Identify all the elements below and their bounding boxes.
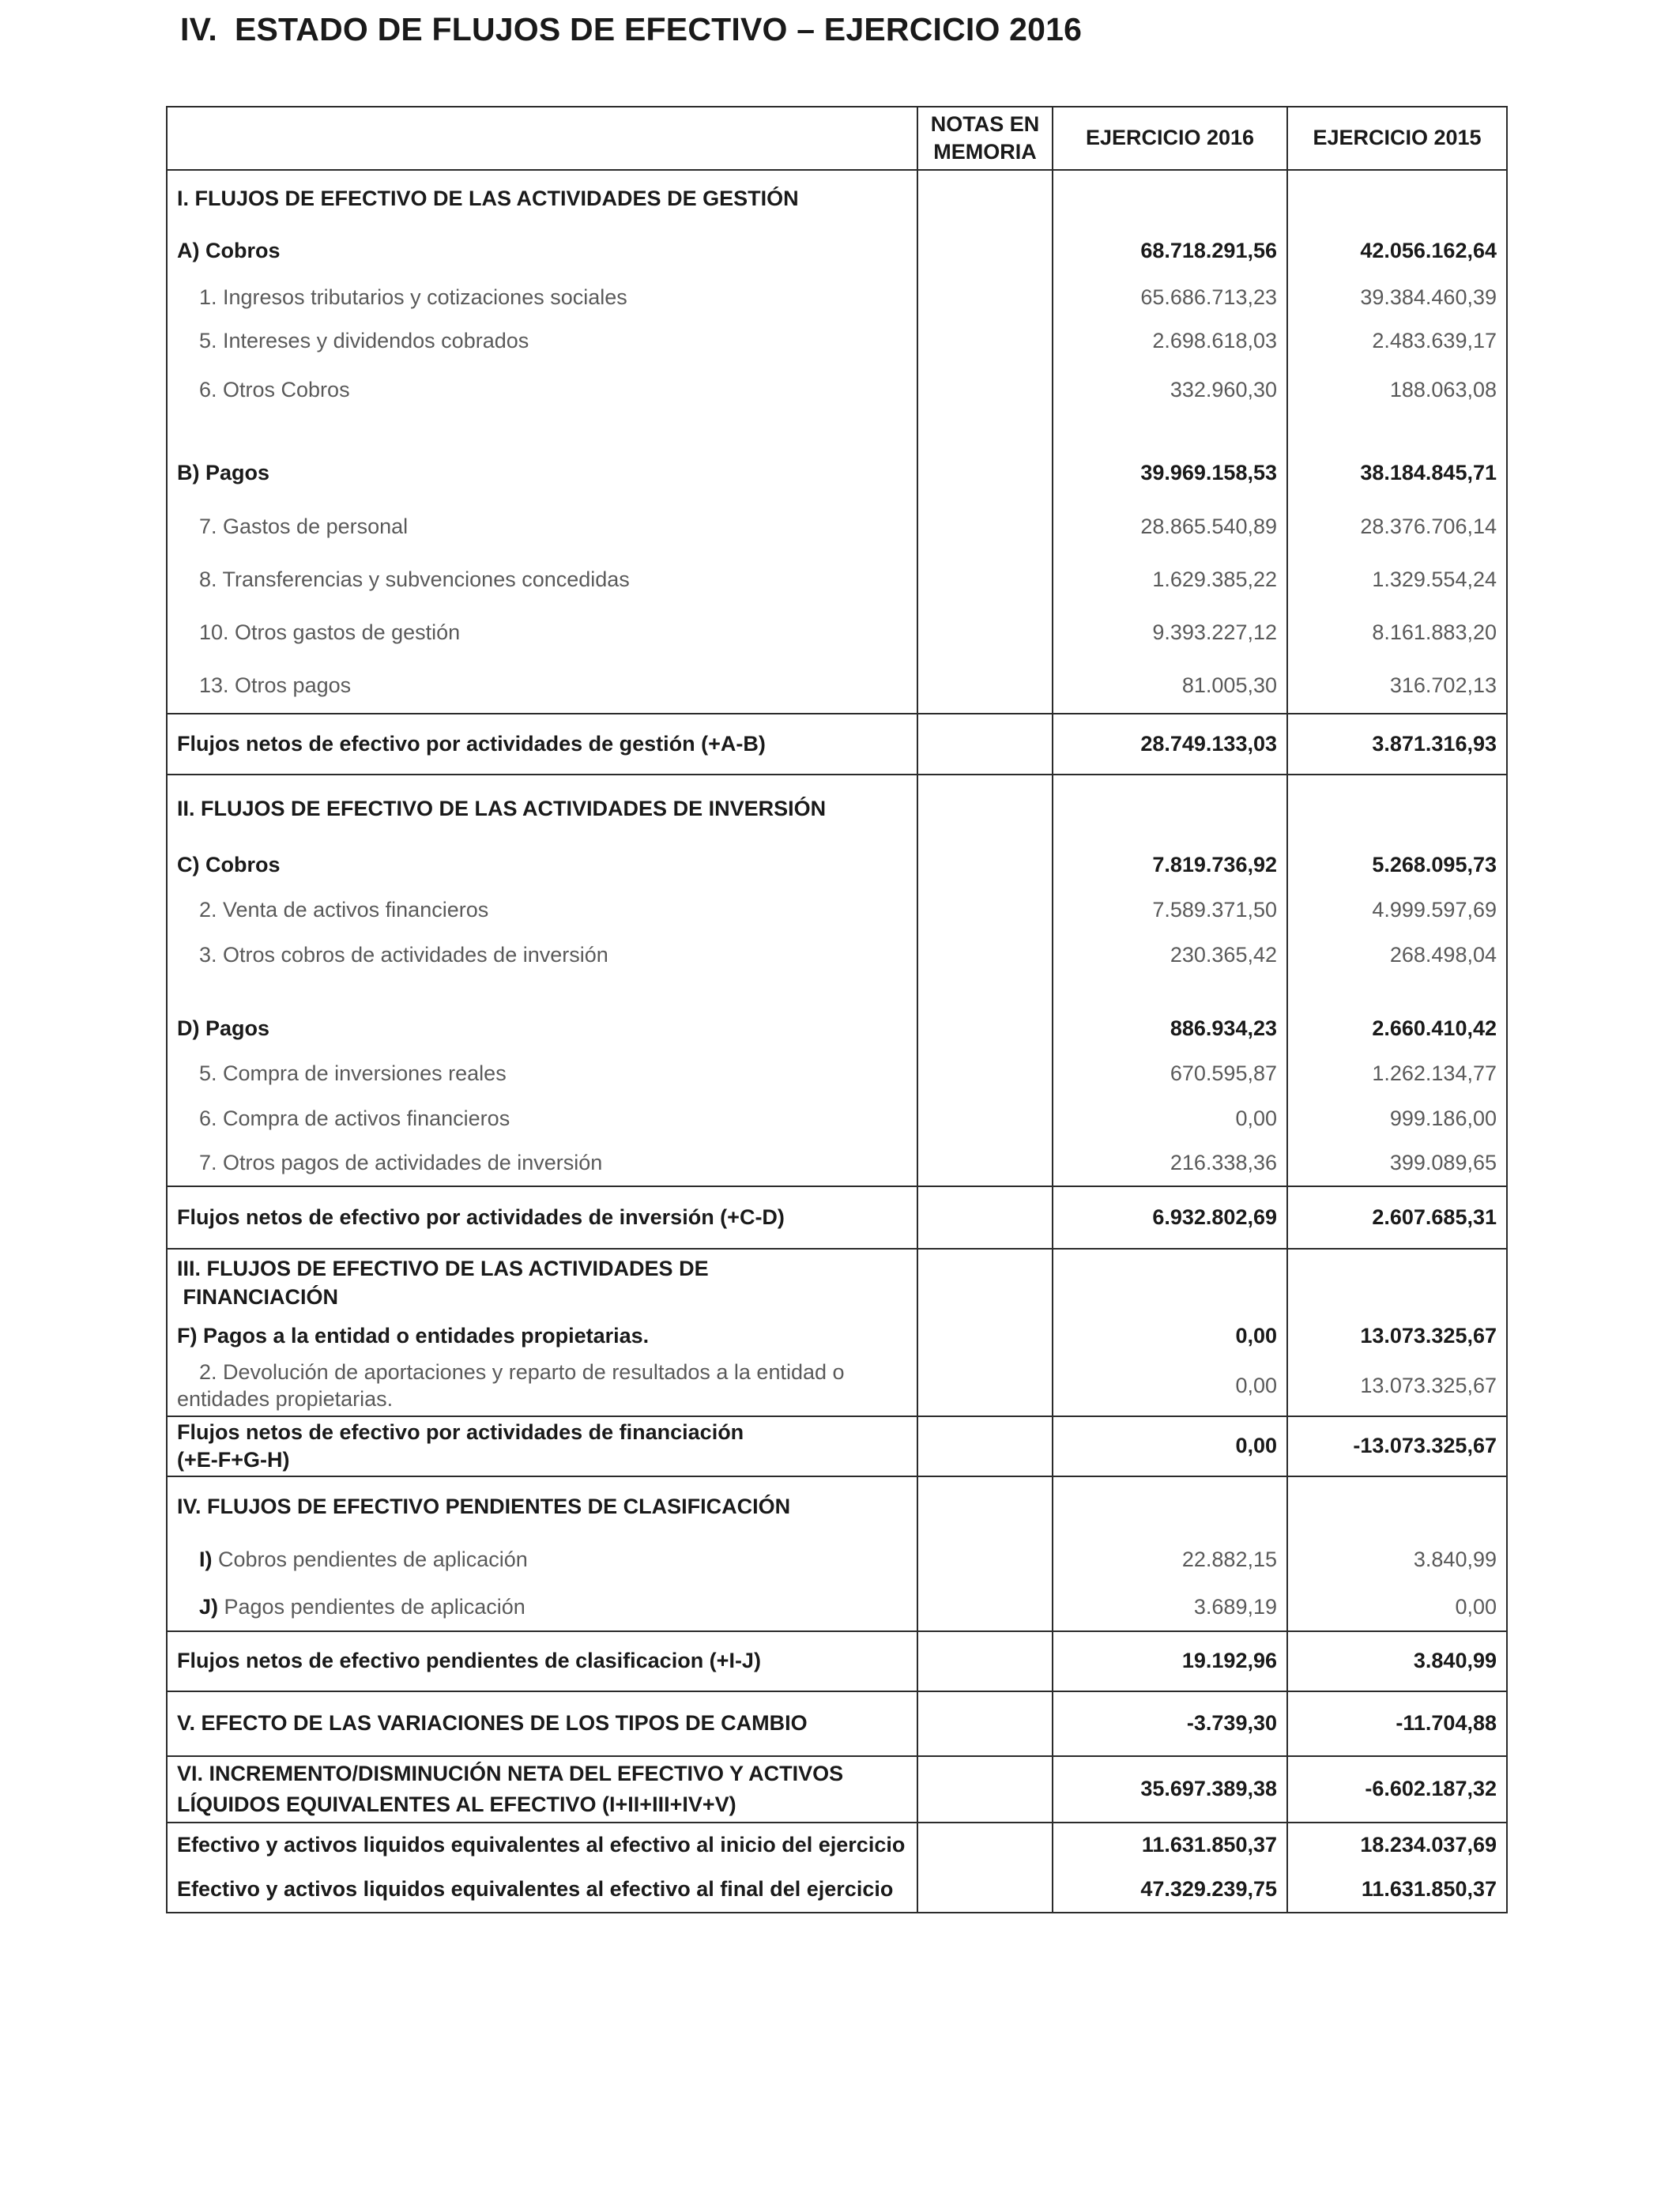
notes-cell — [917, 276, 1053, 319]
value-2015: -13.073.325,67 — [1287, 1416, 1507, 1476]
value-2016 — [1053, 1476, 1287, 1536]
notes-cell — [917, 1691, 1053, 1756]
notes-cell — [917, 1868, 1053, 1913]
value-2015: 13.073.325,67 — [1287, 1356, 1507, 1416]
value-2016: 216.338,36 — [1053, 1141, 1287, 1186]
row-text: Cobros pendientes de aplicación — [212, 1547, 528, 1572]
row-letter: J) — [199, 1594, 219, 1619]
notes-cell — [917, 227, 1053, 276]
section-heading-line1: VI. INCREMENTO/DISMINUCIÓN NETA DEL EFECTIVO Y ACTIVOS — [177, 1761, 844, 1785]
section-heading: IV. FLUJOS DE EFECTIVO PENDIENTES DE CLASIFICACIÓN — [167, 1476, 917, 1536]
notes-cell — [917, 606, 1053, 659]
notes-cell — [917, 1823, 1053, 1868]
table-row — [167, 553, 1507, 606]
page-title — [180, 11, 1082, 48]
notes-cell — [917, 1249, 1053, 1317]
row-label: B) Pagos — [167, 447, 917, 500]
value-2015: 316.702,13 — [1287, 659, 1507, 714]
header-year-2015: EJERCICIO 2015 — [1287, 107, 1507, 170]
subtotal-row — [167, 1416, 1507, 1476]
notes-cell — [917, 1186, 1053, 1249]
value-2015: 13.073.325,67 — [1287, 1317, 1507, 1356]
notes-cell — [917, 170, 1053, 227]
value-2015: 2.607.685,31 — [1287, 1186, 1507, 1249]
value-2015: 42.056.162,64 — [1287, 227, 1507, 276]
value-2016: 65.686.713,23 — [1053, 276, 1287, 319]
table-row — [167, 933, 1507, 978]
row-label: 2. Devolución de aportaciones y reparto de resultados a la entidad o entidades propietarias. — [167, 1356, 917, 1416]
row-label: 2. Venta de activos financieros — [167, 888, 917, 933]
header-notes-line2: MEMORIA — [933, 140, 1037, 164]
value-2015: 999.186,00 — [1287, 1096, 1507, 1141]
row-label — [167, 1416, 917, 1476]
table-row — [167, 363, 1507, 418]
table-row — [167, 1823, 1507, 1868]
value-2016: 0,00 — [1053, 1096, 1287, 1141]
value-2015: -6.602.187,32 — [1287, 1756, 1507, 1823]
value-2016: 1.629.385,22 — [1053, 553, 1287, 606]
value-2016 — [1053, 1249, 1287, 1317]
section-heading-line2: FINANCIACIÓN — [177, 1284, 338, 1309]
value-2016: 332.960,30 — [1053, 363, 1287, 418]
row-label: 3. Otros cobros de actividades de inversión — [167, 933, 917, 978]
subtotal-row — [167, 1631, 1507, 1691]
row-text: Pagos pendientes de aplicación — [218, 1594, 525, 1619]
section-heading: I. FLUJOS DE EFECTIVO DE LAS ACTIVIDADES DE GESTIÓN — [167, 170, 917, 227]
row-label: F) Pagos a la entidad o entidades propietarias. — [167, 1317, 917, 1356]
row-label: Flujos netos de efectivo por actividades de inversión (+C-D) — [167, 1186, 917, 1249]
notes-cell — [917, 775, 1053, 843]
row-label — [167, 1536, 917, 1584]
table-header-row — [167, 107, 1507, 170]
value-2016: 81.005,30 — [1053, 659, 1287, 714]
row-label: D) Pagos — [167, 1006, 917, 1051]
value-2015 — [1287, 1476, 1507, 1536]
value-2016: 11.631.850,37 — [1053, 1823, 1287, 1868]
section-heading — [167, 1756, 917, 1823]
notes-cell — [917, 319, 1053, 363]
row-label: Efectivo y activos liquidos equivalentes al efectivo al inicio del ejercicio — [167, 1823, 917, 1868]
value-2016: 19.192,96 — [1053, 1631, 1287, 1691]
table-row — [167, 1691, 1507, 1756]
row-label: A) Cobros — [167, 227, 917, 276]
notes-cell — [917, 659, 1053, 714]
value-2016: 0,00 — [1053, 1317, 1287, 1356]
notes-cell — [917, 888, 1053, 933]
table-row — [167, 659, 1507, 714]
value-2016: 28.865.540,89 — [1053, 500, 1287, 553]
table-row — [167, 500, 1507, 553]
row-label: 1. Ingresos tributarios y cotizaciones sociales — [167, 276, 917, 319]
subtotal-row — [167, 1186, 1507, 1249]
table-row — [167, 1476, 1507, 1536]
table-row — [167, 775, 1507, 843]
notes-cell — [917, 933, 1053, 978]
value-2015: 18.234.037,69 — [1287, 1823, 1507, 1868]
value-2015: 1.262.134,77 — [1287, 1051, 1507, 1096]
value-2016: 7.819.736,92 — [1053, 843, 1287, 888]
value-2015 — [1287, 1249, 1507, 1317]
value-2016: 28.749.133,03 — [1053, 714, 1287, 775]
value-2015: 1.329.554,24 — [1287, 553, 1507, 606]
section-heading — [167, 1249, 917, 1317]
table-row — [167, 1051, 1507, 1096]
row-label: 5. Intereses y dividendos cobrados — [167, 319, 917, 363]
value-2016: 7.589.371,50 — [1053, 888, 1287, 933]
subtotal-row — [167, 714, 1507, 775]
notes-cell — [917, 1356, 1053, 1416]
row-label: Efectivo y activos liquidos equivalentes al efectivo al final del ejercicio — [167, 1868, 917, 1913]
value-2016: 230.365,42 — [1053, 933, 1287, 978]
value-2016: 9.393.227,12 — [1053, 606, 1287, 659]
table-row — [167, 888, 1507, 933]
spacer-row — [167, 418, 1507, 447]
cash-flow-table — [166, 106, 1508, 1913]
table-row — [167, 1536, 1507, 1584]
table-row — [167, 1756, 1507, 1823]
value-2015: 28.376.706,14 — [1287, 500, 1507, 553]
value-2015: 3.871.316,93 — [1287, 714, 1507, 775]
value-2015: -11.704,88 — [1287, 1691, 1507, 1756]
row-label: 7. Otros pagos de actividades de inversión — [167, 1141, 917, 1186]
value-2015: 2.483.639,17 — [1287, 319, 1507, 363]
section-heading: II. FLUJOS DE EFECTIVO DE LAS ACTIVIDADES DE INVERSIÓN — [167, 775, 917, 843]
value-2016: 0,00 — [1053, 1416, 1287, 1476]
row-label: 7. Gastos de personal — [167, 500, 917, 553]
table-row — [167, 1096, 1507, 1141]
table-row — [167, 1006, 1507, 1051]
notes-cell — [917, 1536, 1053, 1584]
section-heading-line2: LÍQUIDOS EQUIVALENTES AL EFECTIVO (I+II+III+IV+V) — [177, 1793, 736, 1816]
value-2015: 4.999.597,69 — [1287, 888, 1507, 933]
notes-cell — [917, 447, 1053, 500]
table-row — [167, 276, 1507, 319]
notes-cell — [917, 1317, 1053, 1356]
value-2016: 22.882,15 — [1053, 1536, 1287, 1584]
value-2015: 11.631.850,37 — [1287, 1868, 1507, 1913]
notes-cell — [917, 843, 1053, 888]
row-label: 6. Compra de activos financieros — [167, 1096, 917, 1141]
table-row — [167, 319, 1507, 363]
row-label: Flujos netos de efectivo por actividades de gestión (+A-B) — [167, 714, 917, 775]
notes-cell — [917, 1631, 1053, 1691]
value-2015 — [1287, 170, 1507, 227]
table-row — [167, 447, 1507, 500]
value-2015: 0,00 — [1287, 1584, 1507, 1631]
value-2016 — [1053, 170, 1287, 227]
value-2016: 0,00 — [1053, 1356, 1287, 1416]
value-2016: 670.595,87 — [1053, 1051, 1287, 1096]
value-2016: 35.697.389,38 — [1053, 1756, 1287, 1823]
row-letter: I) — [199, 1547, 213, 1572]
section-heading-line1: III. FLUJOS DE EFECTIVO DE LAS ACTIVIDADES DE — [177, 1257, 709, 1281]
table-row — [167, 606, 1507, 659]
header-notes-line1: NOTAS EN — [930, 111, 1040, 136]
notes-cell — [917, 1141, 1053, 1186]
row-label: 6. Otros Cobros — [167, 363, 917, 418]
header-description — [167, 107, 917, 170]
value-2016: 886.934,23 — [1053, 1006, 1287, 1051]
notes-cell — [917, 1051, 1053, 1096]
value-2016: 6.932.802,69 — [1053, 1186, 1287, 1249]
value-2015: 39.384.460,39 — [1287, 276, 1507, 319]
value-2015: 3.840,99 — [1287, 1631, 1507, 1691]
row-label: C) Cobros — [167, 843, 917, 888]
value-2015: 188.063,08 — [1287, 363, 1507, 418]
value-2016: 3.689,19 — [1053, 1584, 1287, 1631]
value-2015: 399.089,65 — [1287, 1141, 1507, 1186]
table-row — [167, 170, 1507, 227]
header-year-2016: EJERCICIO 2016 — [1053, 107, 1287, 170]
value-2015 — [1287, 775, 1507, 843]
value-2015: 5.268.095,73 — [1287, 843, 1507, 888]
value-2015: 8.161.883,20 — [1287, 606, 1507, 659]
table-row — [167, 227, 1507, 276]
notes-cell — [917, 1756, 1053, 1823]
row-label: Flujos netos de efectivo pendientes de clasificacion (+I-J) — [167, 1631, 917, 1691]
notes-cell — [917, 363, 1053, 418]
notes-cell — [917, 714, 1053, 775]
value-2016: 2.698.618,03 — [1053, 319, 1287, 363]
value-2015: 3.840,99 — [1287, 1536, 1507, 1584]
notes-cell — [917, 553, 1053, 606]
notes-cell — [917, 1476, 1053, 1536]
title-text: ESTADO DE FLUJOS DE EFECTIVO – EJERCICIO 2016 — [234, 11, 1083, 47]
header-notes — [917, 107, 1053, 170]
value-2016 — [1053, 775, 1287, 843]
title-number: IV. — [180, 11, 217, 47]
row-label-line2: (+E-F+G-H) — [177, 1448, 290, 1472]
value-2015: 2.660.410,42 — [1287, 1006, 1507, 1051]
table-row — [167, 1584, 1507, 1631]
value-2016: 47.329.239,75 — [1053, 1868, 1287, 1913]
value-2015: 38.184.845,71 — [1287, 447, 1507, 500]
row-label: 8. Transferencias y subvenciones concedidas — [167, 553, 917, 606]
row-label — [167, 1584, 917, 1631]
notes-cell — [917, 1584, 1053, 1631]
table-row — [167, 1249, 1507, 1317]
table-row — [167, 843, 1507, 888]
table-row — [167, 1317, 1507, 1356]
value-2016: 68.718.291,56 — [1053, 227, 1287, 276]
value-2016: 39.969.158,53 — [1053, 447, 1287, 500]
row-label: 13. Otros pagos — [167, 659, 917, 714]
value-2016: -3.739,30 — [1053, 1691, 1287, 1756]
spacer-row — [167, 978, 1507, 1006]
row-label: 10. Otros gastos de gestión — [167, 606, 917, 659]
value-2015: 268.498,04 — [1287, 933, 1507, 978]
notes-cell — [917, 1006, 1053, 1051]
section-heading: V. EFECTO DE LAS VARIACIONES DE LOS TIPOS DE CAMBIO — [167, 1691, 917, 1756]
row-label-line1: Flujos netos de efectivo por actividades de financiación — [177, 1419, 744, 1444]
notes-cell — [917, 500, 1053, 553]
table-row — [167, 1356, 1507, 1416]
table-row — [167, 1141, 1507, 1186]
notes-cell — [917, 1096, 1053, 1141]
table-row — [167, 1868, 1507, 1913]
row-label: 5. Compra de inversiones reales — [167, 1051, 917, 1096]
notes-cell — [917, 1416, 1053, 1476]
